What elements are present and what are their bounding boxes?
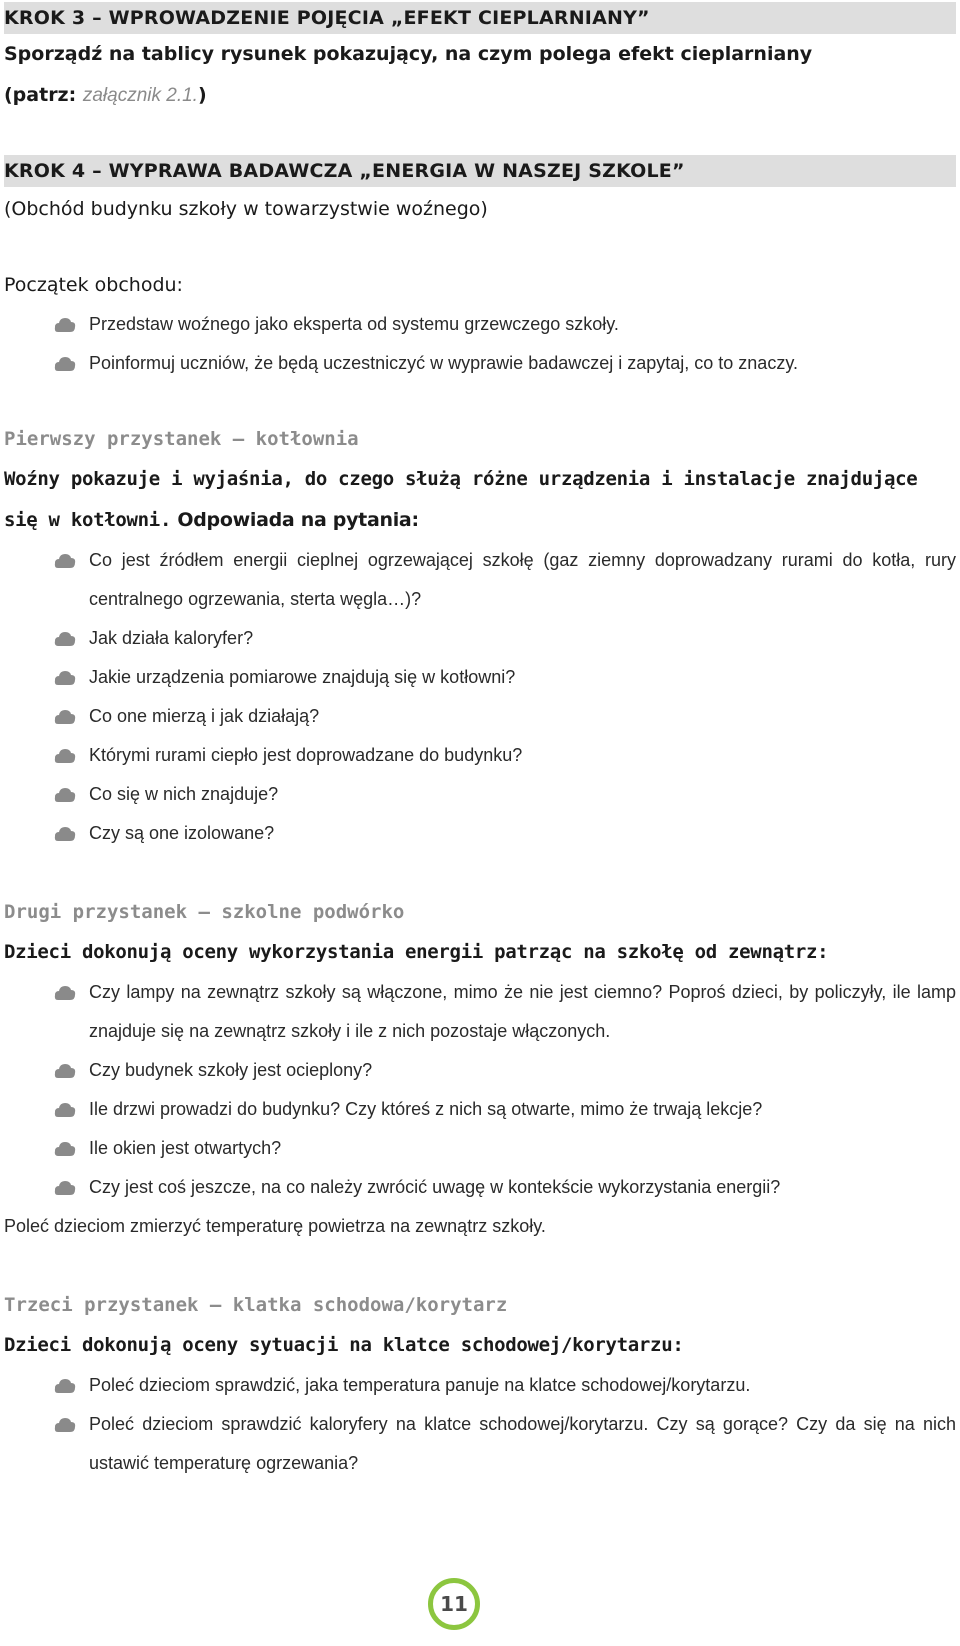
cloud-bullet-icon [54, 1101, 76, 1119]
step3-heading: KROK 3 – WPROWADZENIE POJĘCIA „EFEKT CIEPLARNIANY” [4, 2, 956, 34]
cloud-bullet-icon [54, 708, 76, 726]
start-label: Początek obchodu: [4, 274, 183, 296]
list-item-text: Co one mierzą i jak działają? [89, 706, 320, 726]
list-item [4, 1366, 956, 1405]
cloud-bullet-icon [54, 747, 76, 765]
page-number: 11 [428, 1578, 480, 1630]
list-item-text: Poleć dzieciom sprawdzić, jaka temperatura panuje na klatce schodowej/korytarzu. [89, 1375, 751, 1395]
stop3-title: Trzeci przystanek – klatka schodowa/korytarz [4, 1294, 508, 1316]
list-item-text: Poleć dzieciom sprawdzić kaloryfery na klatce schodowej/korytarzu. Czy są gorące? Czy da się na nich ustawić temperaturę ogrzewania? [89, 1414, 956, 1473]
cloud-bullet-icon [54, 1179, 76, 1197]
stop3-lead: Dzieci dokonują oceny sytuacji na klatce schodowej/korytarzu: [4, 1334, 684, 1356]
stop2-title: Drugi przystanek – szkolne podwórko [4, 901, 405, 923]
cloud-bullet-icon [54, 1377, 76, 1395]
stop1-lead-text: Woźny pokazuje i wyjaśnia, do czego służą różne urządzenia i instalacje znajdujące się w kotłowni. [4, 468, 918, 531]
list-item-text: Co jest źródłem energii cieplnej ogrzewającej szkołę (gaz ziemny doprowadzany rurami do kotła, rury centralnego ogrzewania, sterta węgla…)? [89, 550, 956, 609]
list-item-text: Którymi rurami ciepło jest doprowadzane do budynku? [89, 745, 523, 765]
ref-suffix: ) [197, 84, 207, 106]
list-item [4, 1405, 956, 1483]
list-item-text: Jakie urządzenia pomiarowe znajdują się w kotłowni? [89, 667, 516, 687]
list-item-text: Co się w nich znajduje? [89, 784, 279, 804]
list-item [4, 1168, 956, 1207]
list-item-text: Jak działa kaloryfer? [89, 628, 254, 648]
list-item [4, 1090, 956, 1129]
cloud-bullet-icon [54, 316, 76, 334]
list-item [4, 814, 956, 853]
cloud-bullet-icon [54, 825, 76, 843]
list-item [4, 658, 956, 697]
list-item-text: Poinformuj uczniów, że będą uczestniczyć w wyprawie badawczej i zapytaj, co to znaczy. [89, 353, 798, 373]
content [4, 0, 956, 1483]
step3-line2 [4, 75, 956, 116]
cloud-bullet-icon [54, 669, 76, 687]
list-item [4, 1051, 956, 1090]
cloud-bullet-icon [54, 552, 76, 570]
list-item [4, 1129, 956, 1168]
stop3-list [4, 1366, 956, 1483]
stop1-lead [4, 459, 956, 541]
ref-prefix: (patrz: [4, 84, 83, 106]
start-list [4, 305, 956, 383]
stop1-list [4, 541, 956, 853]
cloud-bullet-icon [54, 1062, 76, 1080]
step4-subheading: (Obchód budynku szkoły w towarzystwie woźnego) [4, 198, 488, 220]
list-item [4, 775, 956, 814]
list-item [4, 736, 956, 775]
cloud-bullet-icon [54, 1416, 76, 1434]
step3-line1: Sporządź na tablicy rysunek pokazujący, na czym polega efekt cieplarniany [4, 43, 813, 65]
cloud-bullet-icon [54, 630, 76, 648]
list-item-text: Czy lampy na zewnątrz szkoły są włączone, mimo że nie jest ciemno? Poproś dzieci, by policzyły, ile lamp znajduje się na zewnątrz szkoły i ile z nich pozostaje włączonych. [89, 982, 956, 1041]
list-item-text: Czy jest coś jeszcze, na co należy zwrócić uwagę w kontekście wykorzystania energii? [89, 1177, 781, 1197]
attachment-reference: załącznik 2.1. [82, 85, 198, 106]
cloud-bullet-icon [54, 1140, 76, 1158]
cloud-bullet-icon [54, 984, 76, 1002]
stop2-closing: Poleć dzieciom zmierzyć temperaturę powietrza na zewnątrz szkoły. [4, 1216, 546, 1236]
list-item-text: Czy budynek szkoły jest ocieplony? [89, 1060, 373, 1080]
list-item [4, 541, 956, 619]
list-item-text: Ile okien jest otwartych? [89, 1138, 282, 1158]
step4-heading: KROK 4 – WYPRAWA BADAWCZA „ENERGIA W NASZEJ SZKOLE” [4, 155, 956, 187]
list-item [4, 973, 956, 1051]
stop1-title: Pierwszy przystanek – kotłownia [4, 428, 359, 450]
list-item [4, 344, 956, 383]
stop2-lead: Dzieci dokonują oceny wykorzystania energii patrząc na szkołę od zewnątrz: [4, 941, 829, 963]
list-item [4, 697, 956, 736]
stop2-list [4, 973, 956, 1207]
stop1-lead-tail: Odpowiada na pytania: [171, 509, 419, 531]
cloud-bullet-icon [54, 786, 76, 804]
cloud-bullet-icon [54, 355, 76, 373]
list-item [4, 305, 956, 344]
list-item-text: Ile drzwi prowadzi do budynku? Czy któreś z nich są otwarte, mimo że trwają lekcje? [89, 1099, 763, 1119]
list-item-text: Czy są one izolowane? [89, 823, 275, 843]
list-item-text: Przedstaw woźnego jako eksperta od systemu grzewczego szkoły. [89, 314, 619, 334]
list-item [4, 619, 956, 658]
